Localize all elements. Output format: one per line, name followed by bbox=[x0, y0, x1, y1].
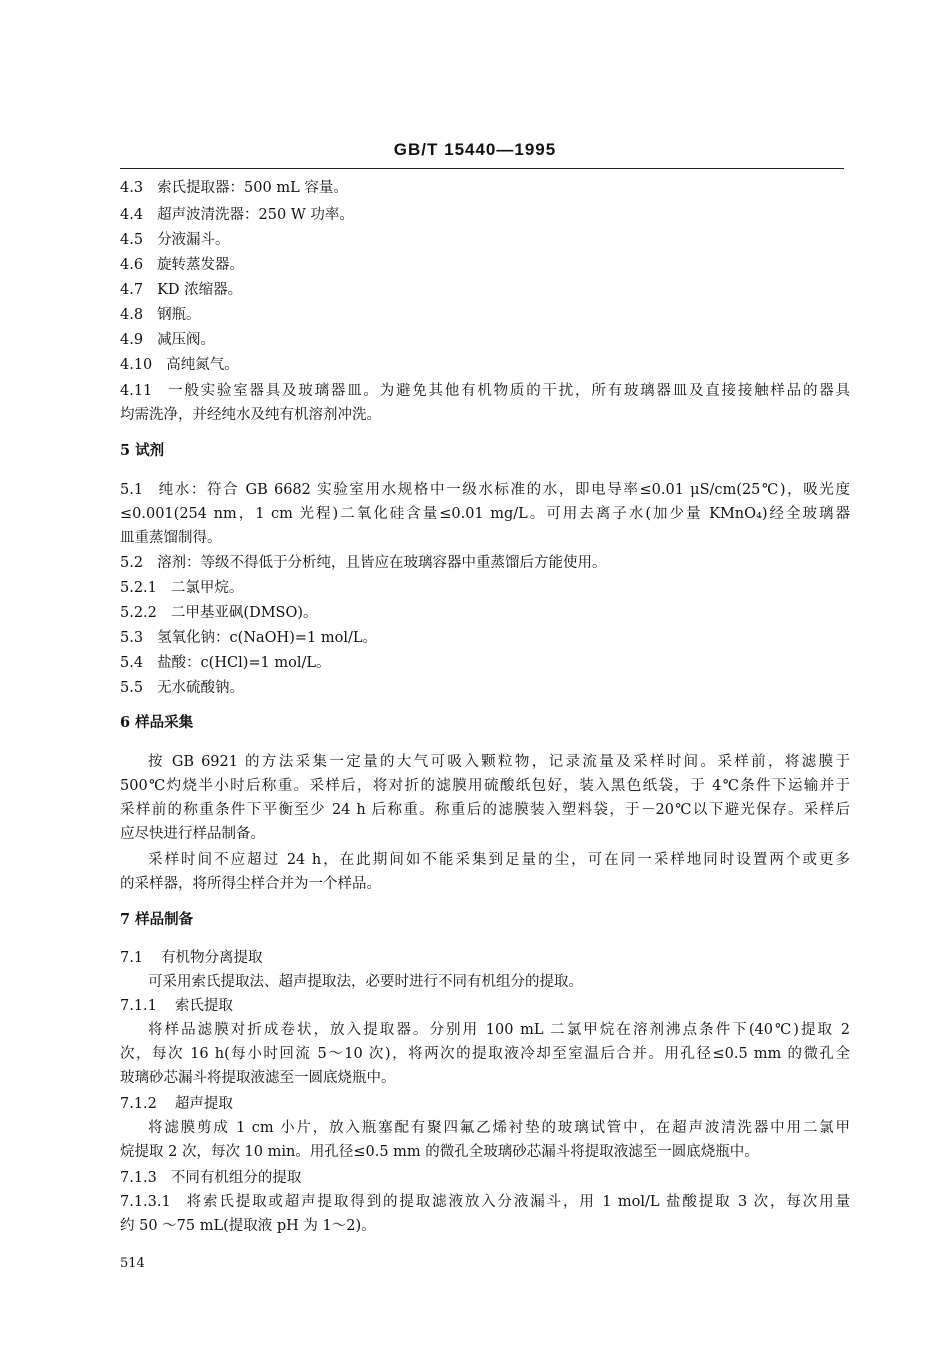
item-number: 5.2.2 bbox=[120, 605, 157, 621]
paragraph-6b-line-1: 采样时间不应超过 24 h，在此期间如不能采集到足量的尘，可在同一采样地同时设置两个或更多 bbox=[148, 852, 850, 868]
item-5-1-cont2: 皿重蒸馏制得。 bbox=[120, 530, 222, 546]
item-4-10 bbox=[120, 355, 850, 375]
item-5-1-cont: ≤0.001(254 nm，1 cm 光程)二氧化硅含量≤0.01 mg/L。可用去离子水(加少量 KMnO₄)经全玻璃器 bbox=[120, 506, 850, 522]
item-5-2-2 bbox=[120, 603, 850, 623]
page-number: 514 bbox=[120, 1256, 145, 1271]
item-text: KD 浓缩器。 bbox=[157, 282, 243, 298]
item-text: 减压阀。 bbox=[157, 332, 216, 348]
item-7-1-2-line-2: 烷提取 2 次，每次 10 min。用孔径≤0.5 mm 的微孔全玻璃砂芯漏斗将提取液滤至一圆底烧瓶中。 bbox=[120, 1144, 759, 1160]
item-text: 二甲基亚砜(DMSO)。 bbox=[170, 605, 318, 621]
item-7-1-3 bbox=[120, 1168, 850, 1188]
item-5-3 bbox=[120, 628, 850, 648]
item-number: 5.2 bbox=[120, 555, 144, 571]
item-7-1-1-line-1: 将样品滤膜对折成卷状，放入提取器。分别用 100 mL 二氯甲烷在溶剂沸点条件下(40℃)提取 2 bbox=[148, 1022, 850, 1038]
item-text: 钢瓶。 bbox=[157, 307, 201, 323]
item-4-11 bbox=[120, 381, 850, 401]
item-number: 7.1.3 bbox=[120, 1170, 157, 1186]
item-text: 溶剂：等级不得低于分析纯，且皆应在玻璃容器中重蒸馏后方能使用。 bbox=[157, 555, 607, 571]
standard-code-header: GB/T 15440—1995 bbox=[393, 140, 557, 159]
paragraph-6-line-4: 应尽快进行样品制备。 bbox=[120, 826, 265, 842]
item-4-4 bbox=[120, 205, 850, 225]
item-number: 4.10 bbox=[120, 357, 153, 373]
item-number: 7.1 bbox=[120, 950, 144, 966]
item-text: 纯水：符合 GB 6682 实验室用水规格中一级水标准的水，即电导率≤0.01 μS/cm(25℃)，吸光度 bbox=[157, 482, 850, 498]
paragraph-6-line-1: 按 GB 6921 的方法采集一定量的大气可吸入颗粒物，记录流量及采样时间。采样前，将滤膜于 bbox=[148, 754, 850, 770]
item-number: 4.6 bbox=[120, 257, 144, 273]
item-number: 7.1.3.1 bbox=[120, 1194, 171, 1210]
item-5-1 bbox=[120, 480, 850, 500]
item-4-8 bbox=[120, 305, 850, 325]
section-7-heading: 7 样品制备 bbox=[120, 911, 194, 928]
item-number: 5.2.1 bbox=[120, 580, 157, 596]
item-text: 不同有机组分的提取 bbox=[170, 1170, 302, 1186]
item-text: 分液漏斗。 bbox=[157, 232, 230, 248]
item-text: 无水硫酸钠。 bbox=[157, 680, 245, 696]
item-number: 4.4 bbox=[120, 207, 144, 223]
item-text: 氢氧化钠：c(NaOH)=1 mol/L。 bbox=[157, 630, 377, 646]
item-5-5 bbox=[120, 678, 850, 698]
item-number: 4.3 bbox=[120, 180, 144, 196]
item-4-11-cont: 均需洗净，并经纯水及纯有机溶剂冲洗。 bbox=[120, 407, 381, 423]
item-text: 高纯氮气。 bbox=[166, 357, 239, 373]
item-5-2 bbox=[120, 553, 850, 573]
item-number: 7.1.1 bbox=[120, 998, 157, 1014]
item-number: 5.3 bbox=[120, 630, 144, 646]
item-text: 超声波清洗器：250 W 功率。 bbox=[157, 207, 354, 223]
item-number: 5.4 bbox=[120, 655, 144, 671]
section-6-heading: 6 样品采集 bbox=[120, 714, 194, 731]
item-7-1-1-line-3: 玻璃砂芯漏斗将提取液滤至一圆底烧瓶中。 bbox=[120, 1070, 396, 1086]
item-5-4 bbox=[120, 653, 850, 673]
item-7-1-2 bbox=[120, 1094, 850, 1114]
item-text: 有机物分离提取 bbox=[161, 950, 263, 966]
paragraph-6-line-3: 采样前的称重条件下平衡至少 24 h 后称重。称重后的滤膜装入塑料袋，于－20℃以下避光保存。采样后 bbox=[120, 802, 850, 818]
item-4-5 bbox=[120, 230, 850, 250]
item-number: 4.8 bbox=[120, 307, 144, 323]
item-number: 4.9 bbox=[120, 332, 144, 348]
item-7-1-3-1 bbox=[120, 1192, 850, 1212]
item-number: 4.5 bbox=[120, 232, 144, 248]
item-number: 7.1.2 bbox=[120, 1096, 157, 1112]
section-5-heading: 5 试剂 bbox=[120, 442, 165, 459]
item-4-7 bbox=[120, 280, 850, 300]
item-number: 4.7 bbox=[120, 282, 144, 298]
item-4-3 bbox=[120, 178, 850, 198]
item-number: 5.1 bbox=[120, 482, 144, 498]
item-number: 5.5 bbox=[120, 680, 144, 696]
item-5-2-1 bbox=[120, 578, 850, 598]
item-text: 旋转蒸发器。 bbox=[157, 257, 245, 273]
item-text: 一般实验室器具及玻璃器皿。为避免其他有机物质的干扰，所有玻璃器皿及直接接触样品的器具 bbox=[166, 383, 850, 399]
item-text: 将索氏提取或超声提取得到的提取滤液放入分液漏斗，用 1 mol/L 盐酸提取 3 次，每次用量 bbox=[184, 1194, 850, 1210]
paragraph-6b-line-2: 的采样器，将所得尘样合并为一个样品。 bbox=[120, 876, 381, 892]
item-7-1-body: 可采用索氏提取法、超声提取法，必要时进行不同有机组分的提取。 bbox=[148, 974, 583, 990]
item-7-1-1 bbox=[120, 996, 850, 1016]
header-rule bbox=[120, 168, 844, 169]
item-text: 索氏提取器：500 mL 容量。 bbox=[157, 180, 348, 196]
item-7-1 bbox=[120, 948, 850, 968]
item-text: 盐酸：c(HCl)=1 mol/L。 bbox=[157, 655, 331, 671]
item-7-1-2-line-1: 将滤膜剪成 1 cm 小片，放入瓶塞配有聚四氟乙烯衬垫的玻璃试管中，在超声波清洗器中用二氯甲 bbox=[148, 1120, 850, 1136]
item-7-1-3-1-cont: 约 50 ～75 mL(提取液 pH 为 1～2)。 bbox=[120, 1218, 376, 1234]
item-7-1-1-line-2: 次，每次 16 h(每小时回流 5～10 次)，将两次的提取液冷却至室温后合并。用孔径≤0.5 mm 的微孔全 bbox=[120, 1046, 850, 1062]
item-text: 超声提取 bbox=[174, 1096, 233, 1112]
item-4-6 bbox=[120, 255, 850, 275]
item-text: 二氯甲烷。 bbox=[170, 580, 244, 596]
item-text: 索氏提取 bbox=[174, 998, 233, 1014]
item-number: 4.11 bbox=[120, 383, 153, 399]
paragraph-6-line-2: 500℃灼烧半小时后称重。采样后，将对折的滤膜用硫酸纸包好，装入黑色纸袋，于 4℃条件下运输并于 bbox=[120, 778, 850, 794]
item-4-9 bbox=[120, 330, 850, 350]
